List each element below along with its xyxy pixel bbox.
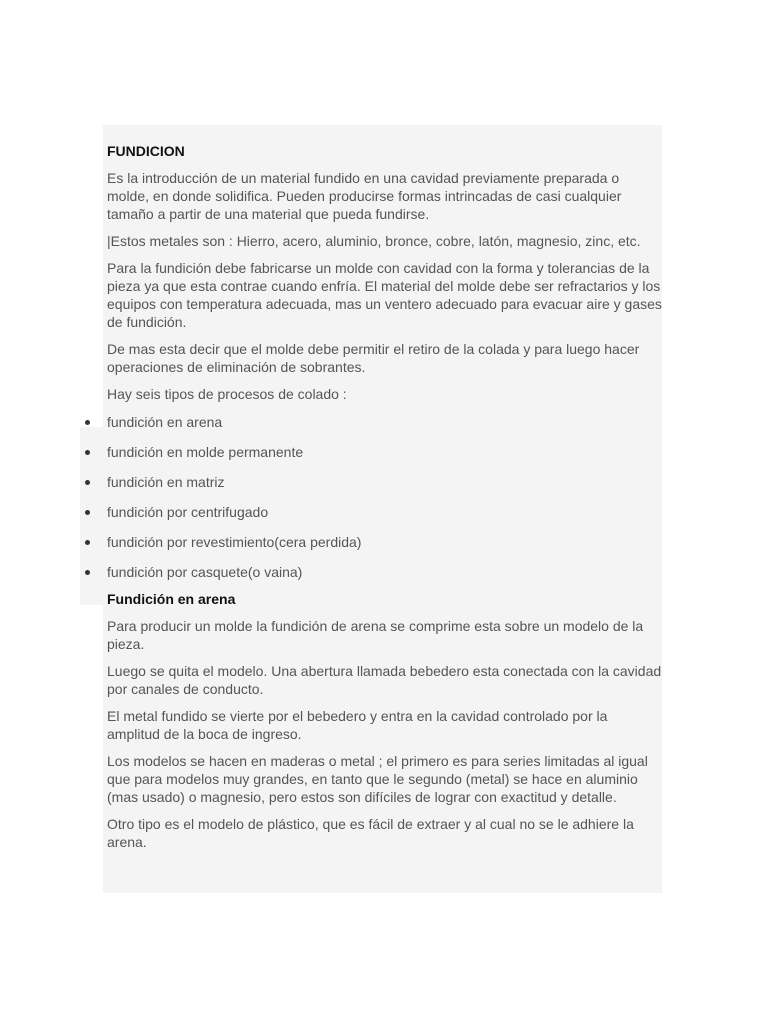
paragraph: El metal fundido se vierte por el bebedero y entra en la cavidad controlado por la amplitud de la boca de ingreso.	[107, 708, 608, 742]
bullet-icon	[85, 450, 90, 455]
paragraph: Es la introducción de un material fundido en una cavidad previamente preparada o molde, en donde solidifica. Pueden producirse formas intrincadas de casi cualquier tamaño a partir de una material que pueda fundirse.	[107, 170, 622, 222]
list-item	[107, 503, 663, 521]
list-item	[107, 533, 663, 551]
list-item	[107, 443, 663, 461]
bullet-icon	[85, 540, 90, 545]
list-item-label: fundición por revestimiento(cera perdida)	[107, 534, 362, 550]
list-item	[107, 473, 663, 491]
paragraph: Otro tipo es el modelo de plástico, que es fácil de extraer y al cual no se le adhiere la arena.	[107, 816, 634, 850]
document-title: FUNDICION	[107, 143, 185, 159]
list-item-label: fundición por casquete(o vaina)	[107, 564, 303, 580]
paragraph: Para producir un molde la fundición de arena se comprime esta sobre un modelo de la pieza.	[107, 618, 644, 652]
paragraph: Luego se quita el modelo. Una abertura llamada bebedero esta conectada con la cavidad por canales de conducto.	[107, 663, 662, 697]
paragraph: De mas esta decir que el molde debe permitir el retiro de la colada y para luego hacer operaciones de eliminación de sobrantes.	[107, 341, 640, 375]
bullet-icon	[85, 420, 90, 425]
paragraph: Hay seis tipos de procesos de colado :	[107, 386, 347, 402]
list-item-label: fundición en matriz	[107, 474, 225, 490]
document-body	[107, 142, 663, 860]
list-item	[107, 563, 663, 581]
list-background	[80, 427, 104, 605]
paragraph: |Estos metales son : Hierro, acero, aluminio, bronce, cobre, latón, magnesio, zinc, etc.	[107, 233, 641, 249]
list-item-label: fundición por centrifugado	[107, 504, 269, 520]
paragraph: Los modelos se hacen en maderas o metal ; el primero es para series limitadas al igual que para modelos muy grandes, en tanto que le segundo (metal) se hace en aluminio (mas usado) o magnesio, pero estos son difíciles de lograr con exactitud y detalle.	[107, 753, 648, 805]
section-title: Fundición en arena	[107, 591, 236, 607]
bullet-icon	[85, 480, 90, 485]
list-item-label: fundición en molde permanente	[107, 444, 304, 460]
list-item-label: fundición en arena	[107, 414, 223, 430]
list-item	[107, 413, 663, 431]
bullet-icon	[85, 510, 90, 515]
bullet-icon	[85, 570, 90, 575]
process-list	[107, 413, 663, 581]
paragraph: Para la fundición debe fabricarse un molde con cavidad con la forma y tolerancias de la pieza ya que esta contrae cuando enfría. El material del molde debe ser refractarios y los equipos con temperatura adecuada, mas un ventero adecuado para evacuar aire y gases de fundición.	[107, 260, 662, 330]
